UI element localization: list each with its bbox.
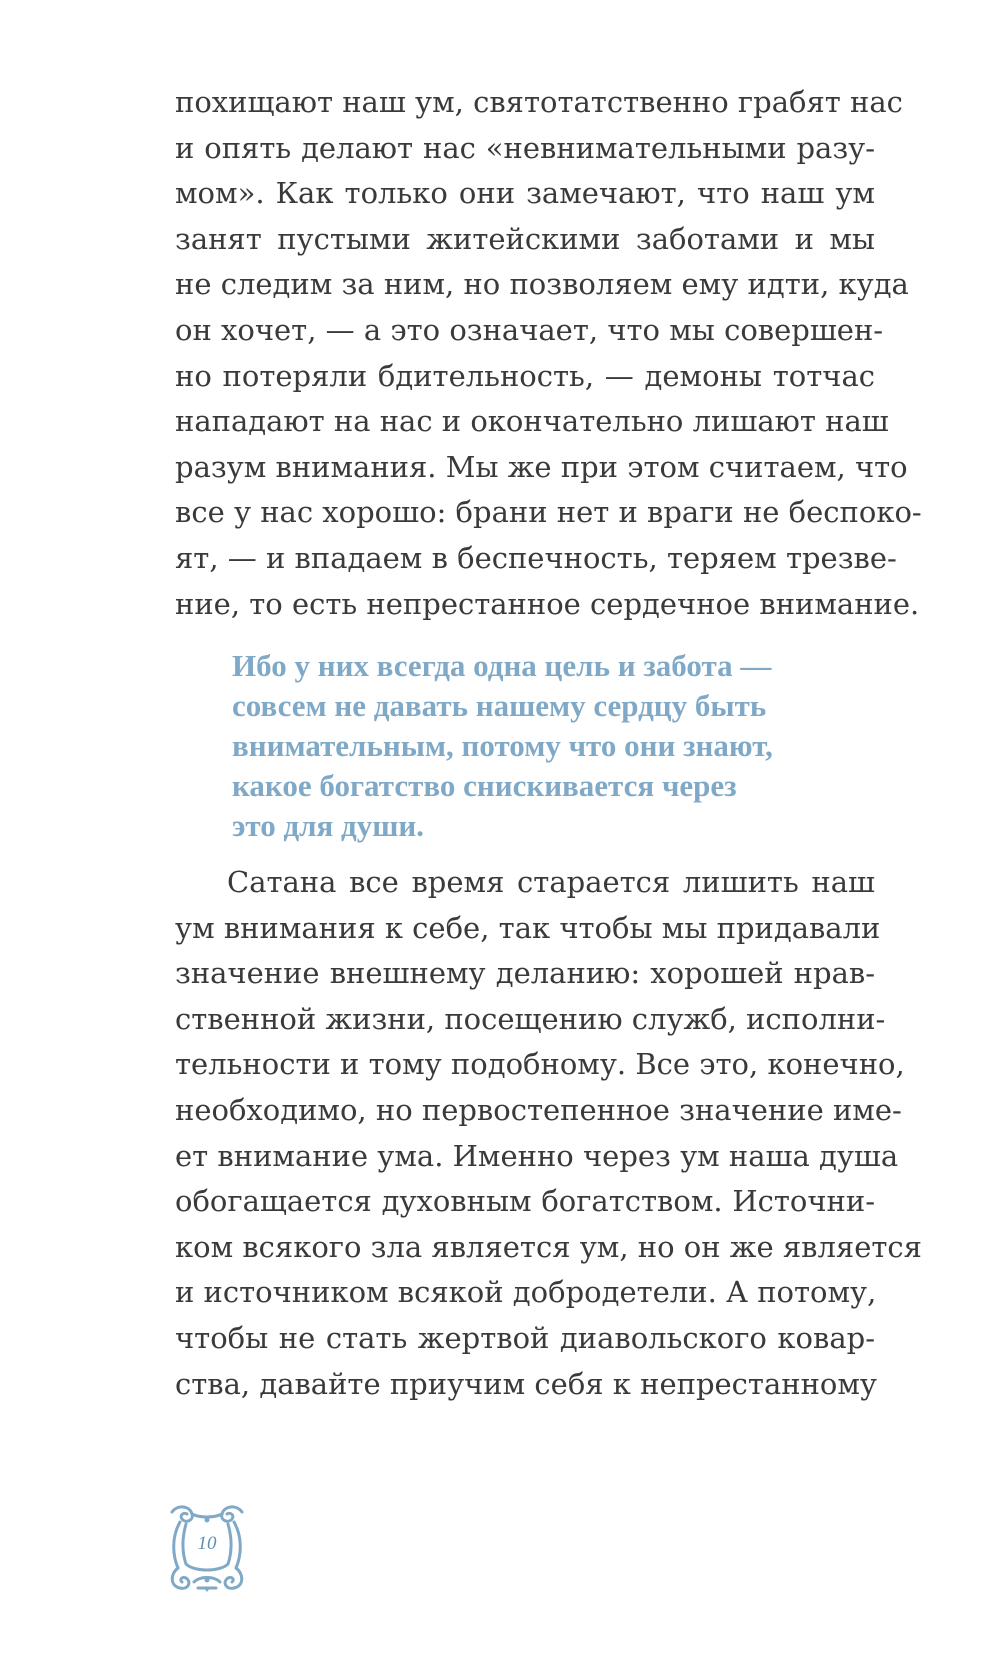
- quote-line: какое богатство снискивается через: [232, 768, 737, 803]
- text-line: все у нас хорошо: брани нет и враги не беспоко-: [175, 495, 922, 530]
- text-line: тельности и тому подобному. Все это, конечно,: [175, 1047, 905, 1082]
- text-line: обогащается духовным богатством. Источни-: [175, 1184, 875, 1219]
- text-line: и опять делают нас «невнимательными разу-: [175, 130, 875, 165]
- quote-line: это для души.: [232, 808, 425, 843]
- text-line: ет внимание ума. Именно через ум наша душа: [175, 1138, 899, 1173]
- quote-line: совсем не давать нашему сердцу быть: [232, 688, 767, 723]
- body-paragraph-1: [175, 80, 922, 627]
- quote-line: Ибо у них всегда одна цель и забота —: [232, 648, 772, 683]
- text-line: нападают на нас и окончательно лишают наш: [175, 404, 889, 439]
- text-line: чтобы не стать жертвой диавольского ковар-: [175, 1320, 875, 1355]
- body-paragraph-2: [175, 860, 922, 1407]
- text-line: но потеряли бдительность, — демоны тотчас: [175, 358, 875, 393]
- text-line: значение внешнему деланию: хорошей нрав-: [175, 956, 875, 991]
- text-line: похищают наш ум, святотатственно грабят нас: [175, 85, 903, 119]
- text-line: необходимо, но первостепенное значение име-: [175, 1092, 902, 1127]
- text-line: ства, давайте приучим себя к непрестанному: [175, 1366, 877, 1401]
- text-line: он хочет, — а это означает, что мы совершен-: [175, 312, 884, 347]
- text-line: ком всякого зла является ум, но он же является: [175, 1229, 922, 1264]
- page-number: 10: [197, 1533, 217, 1554]
- text-line: занят пустыми житейскими заботами и мы: [175, 221, 875, 256]
- text-line: ние, то есть непрестанное сердечное внимание.: [175, 586, 920, 621]
- text-line: разум внимания. Мы же при этом считаем, что: [175, 449, 908, 484]
- text-line: и источником всякой добродетели. А потому,: [175, 1275, 877, 1310]
- text-line: Сатана все время старается лишить наш: [227, 865, 875, 899]
- text-line: ят, — и впадаем в беспечность, теряем трезве-: [175, 540, 897, 575]
- highlighted-quote: [232, 646, 882, 846]
- text-line: мом». Как только они замечают, что наш ум: [175, 176, 875, 211]
- text-line: ственной жизни, посещению служб, исполни-: [175, 1001, 886, 1036]
- text-line: ум внимания к себе, так чтобы мы придавали: [175, 910, 881, 945]
- text-line: не следим за ним, но позволяем ему идти, куда: [175, 267, 909, 302]
- quote-line: внимательным, потому что они знают,: [232, 728, 773, 763]
